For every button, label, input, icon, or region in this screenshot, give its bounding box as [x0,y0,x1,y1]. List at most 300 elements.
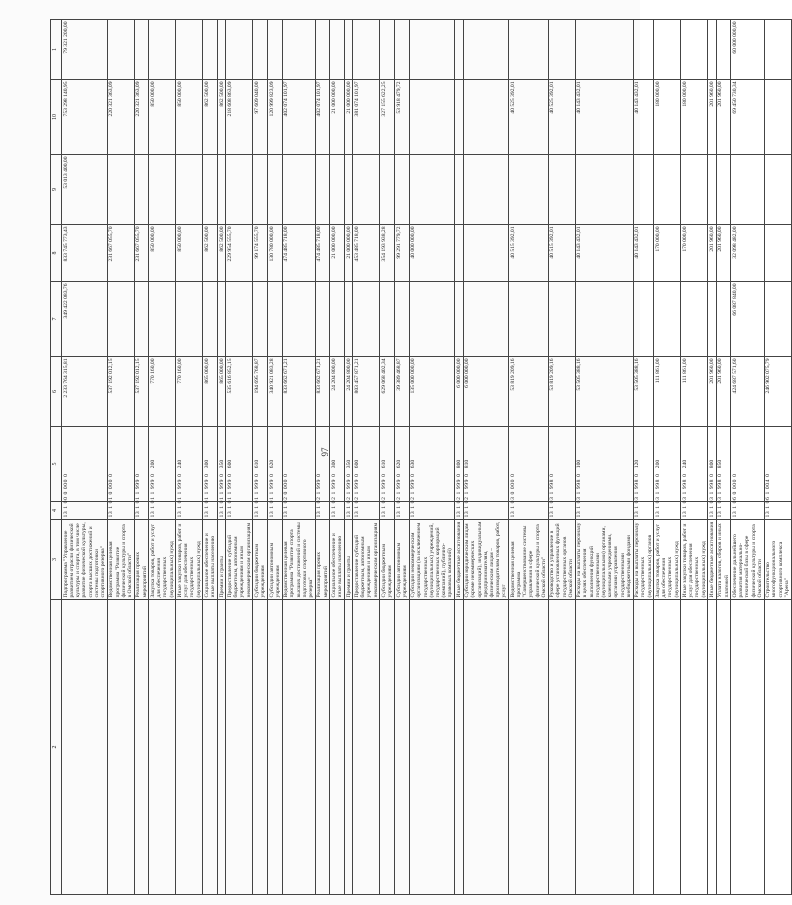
row-name-cell: Иные закупки товаров, работ и услуг для обеспечения государственных (муниципальных) нужд [176,520,203,600]
row-code-cell: 13 1 03 0 000 0 [509,502,548,520]
row-amount-cell: 220 321 363,09 [107,80,134,155]
row-index-cell [509,600,548,895]
table-row [330,20,345,895]
row-index-cell [217,600,225,895]
row-amount-cell [575,155,633,225]
row-amount-cell: 111 861,00 [654,357,681,427]
page-number: 97 [320,447,330,457]
row-amount-cell [176,155,203,225]
header-cell: 3 [51,520,62,600]
row-amount-cell: 381 074 101,97 [353,80,380,155]
row-code-cell: 13 1 01 1 999 0 [218,473,225,518]
row-amount-cell: 60 000 000,00 [731,20,764,80]
row-amount-cell: 220 321 363,09 [134,80,149,155]
row-amount-cell: 40 515 392,01 [548,225,575,282]
table-row [708,20,716,895]
row-name-cell: Строительство многофункционального спортивного комплекса "Арена" [764,520,791,600]
row-amount-cell [764,20,791,80]
row-amount-cell [253,20,268,80]
row-code-cell: 13 1 03 1 998 0 [575,502,633,520]
row-amount-cell: 201 960,00 [716,80,731,155]
row-amount-cell [509,282,548,357]
header-cell: 7 [51,282,62,357]
budget-table [50,19,792,895]
row-amount-cell: 6 000 000,00 [463,357,509,427]
row-amount-cell [409,282,455,357]
row-amount-cell: 865 000,00 [203,357,218,427]
row-name-cell: Субсидии бюджетным учреждениям [380,520,395,600]
row-index-cell [330,600,345,895]
row-amount-cell: 833 662 671,21 [315,357,330,427]
table-row [380,20,395,895]
table-row [226,20,253,895]
row-index-cell [394,600,409,895]
row-index-cell [731,600,764,895]
row-amount-cell [217,20,225,80]
row-name-cell: Социальное обеспечение и иные выплаты населению [203,520,218,600]
row-amount-cell: 862 500,00 [203,80,218,155]
header-cell: 2 [51,600,62,895]
row-amount-cell: 201 960,00 [716,357,731,427]
row-index-cell [134,600,149,895]
row-amount-cell [253,155,268,225]
row-code-cell: 13 1 02 1 999 0 [353,502,380,520]
row-name-cell: Обеспечение дальнейшего развития материально-технической базы в сфере физической культуры и спорта Омской области [731,520,764,600]
header-cell: 9 [51,155,62,225]
table-row [731,20,764,895]
row-vr-cell: 100 [575,427,633,502]
row-amount-cell: 850 000,00 [149,225,176,282]
row-index-cell [344,600,352,895]
row-amount-cell: 833 662 671,21 [282,357,315,427]
row-name-cell: Реализация прочих мероприятий [315,520,330,600]
row-amount-cell [455,20,463,80]
row-index-cell [455,600,463,895]
row-amount-cell: 402 074 101,97 [315,80,330,155]
row-amount-cell [217,282,225,357]
row-amount-cell: 53 819 209,16 [548,357,575,427]
row-amount-cell [633,20,654,80]
row-amount-cell: 21 000 000,00 [344,225,352,282]
table-row [575,20,633,895]
row-name-cell: Расходы на выплаты персоналу государственных (муниципальных) органов [633,520,654,600]
row-amount-cell [455,155,463,225]
row-code-cell: 13 1 06 1 004 0 [764,502,791,520]
table-row [654,20,681,895]
row-amount-cell [394,20,409,80]
row-amount-cell: 79 321 200,00 [62,20,108,80]
table-row [176,20,203,895]
row-amount-cell: 53 505 388,16 [633,357,654,427]
row-index-cell [548,600,575,895]
row-code-cell: 13 1 01 1 999 0 [267,502,282,520]
row-amount-cell [344,155,352,225]
table-row [394,20,409,895]
row-amount-cell [344,20,352,80]
row-amount-cell [716,282,731,357]
row-amount-cell: 537 192 012,15 [107,357,134,427]
row-amount-cell: 201 960,00 [708,225,716,282]
row-amount-cell [380,20,395,80]
table-row [548,20,575,895]
row-amount-cell [764,282,791,357]
row-amount-cell [315,282,330,357]
row-amount-cell [380,282,395,357]
row-amount-cell: 246 902 075,79 [764,357,791,427]
row-amount-cell: 180 000,00 [654,80,681,155]
row-amount-cell: 865 000,00 [217,357,225,427]
row-amount-cell: 53 013 400,00 [62,155,108,225]
row-index-cell [681,600,708,895]
row-vr-cell: 620 [394,427,409,502]
row-code-cell: 13 1 06 0 000 0 [731,502,764,520]
row-index-cell [463,600,509,895]
row-amount-cell: 39 389 468,87 [394,357,409,427]
row-amount-cell: 130 780 000,00 [267,225,282,282]
row-amount-cell: 354 193 938,28 [380,225,395,282]
row-index-cell [380,600,395,895]
row-code-cell: 13 1 02 1 999 0 [345,473,352,518]
row-amount-cell [149,20,176,80]
row-amount-cell: 862 500,00 [203,225,218,282]
row-index-cell [764,600,791,895]
row-index-cell [267,600,282,895]
row-amount-cell: 231 667 055,70 [107,225,134,282]
row-code-cell: 13 1 02 1 999 0 [330,502,345,520]
row-amount-cell: 424 687 571,60 [731,357,764,427]
row-vr-cell: 600 [226,427,253,502]
header-cell: 5 [51,427,62,502]
row-amount-cell: 474 485 718,00 [315,225,330,282]
row-amount-cell [353,155,380,225]
row-amount-cell [267,20,282,80]
row-amount-cell: 629 068 402,34 [380,357,395,427]
row-index-cell [62,600,108,895]
row-amount-cell [681,155,708,225]
row-amount-cell [716,155,731,225]
header-cell: 4 [51,502,62,520]
row-code-cell: 13 1 01 1 999 0 [203,502,218,520]
row-amount-cell [633,155,654,225]
row-amount-cell [654,20,681,80]
row-amount-cell [134,155,149,225]
row-amount-cell [409,80,455,155]
row-amount-cell [267,155,282,225]
row-amount-cell [764,155,791,225]
row-amount-cell: 537 192 012,15 [134,357,149,427]
row-code-cell: 13 1 02 1 999 0 [455,473,462,518]
table-row [344,20,352,895]
row-vr-cell: 850 [716,427,731,502]
header-cell: 6 [51,357,62,427]
table-row [62,20,108,895]
row-amount-cell [654,282,681,357]
row-amount-cell [134,20,149,80]
row-amount-cell [708,155,716,225]
table-body [62,20,791,895]
row-amount-cell [394,155,409,225]
row-amount-cell: 40 525 392,01 [548,80,575,155]
row-name-cell: Субсидии юридическим лицам (кроме некоммерческих организаций), индивидуальным предпринимателям, физическим лицам – производителям товаров, работ, услуг [463,520,509,600]
table-row [463,20,509,895]
row-amount-cell [681,282,708,357]
row-amount-cell: 53 918 479,72 [394,80,409,155]
row-vr-cell: 200 [149,427,176,502]
header-cell: 1 [51,20,62,80]
row-amount-cell: 170 000,00 [681,225,708,282]
row-code-cell: 13 1 02 1 999 0 [394,502,409,520]
row-amount-cell [226,282,253,357]
row-code-cell: 13 1 00 0 000 0 [62,502,108,520]
row-code-cell: 13 1 01 1 999 0 [253,502,268,520]
row-code-cell: 13 1 02 1 999 0 [315,502,330,520]
row-amount-cell [463,282,509,357]
row-amount-cell: 327 155 622,25 [380,80,395,155]
row-index-cell [226,600,253,895]
row-amount-cell [134,282,149,357]
row-amount-cell [226,155,253,225]
row-code-cell: 13 1 02 1 999 0 [409,502,455,520]
row-amount-cell [176,20,203,80]
row-name-cell: Премии и гранты [344,520,352,600]
row-amount-cell [633,282,654,357]
row-name-cell: Субсидии бюджетным учреждениям [253,520,268,600]
row-amount-cell [654,155,681,225]
row-amount-cell: 862 500,00 [217,80,225,155]
row-amount-cell [463,225,509,282]
row-amount-cell: 862 500,00 [217,225,225,282]
table-row [353,20,380,895]
row-vr-cell: 800 [455,427,463,502]
row-index-cell [203,600,218,895]
row-index-cell [149,600,176,895]
row-amount-cell [149,282,176,357]
row-name-cell: Иные бюджетные ассигнования [708,520,716,600]
row-amount-cell [203,282,218,357]
row-vr-cell: 240 [176,427,203,502]
row-amount-cell [548,155,575,225]
row-code-cell: 13 1 02 1 999 0 [463,502,509,520]
row-amount-cell: 229 954 555,70 [226,225,253,282]
table-row [203,20,218,895]
row-amount-cell [344,282,352,357]
row-index-cell [107,600,134,895]
row-code-cell: 13 1 03 1 998 0 [548,502,575,520]
row-amount-cell: 69 450 730,34 [731,80,764,155]
table-row [282,20,315,895]
row-amount-cell: 2 233 764 315,81 [62,357,108,427]
row-name-cell: Предоставление субсидий бюджетным, автономным учреждениям и иным некоммерческим организациям [353,520,380,600]
row-index-cell [708,600,716,895]
row-vr-cell: 300 [330,427,345,502]
row-index-cell [633,600,654,895]
row-amount-cell: 201 960,00 [716,225,731,282]
row-amount-cell: 135 000 000,00 [409,357,455,427]
row-amount-cell [330,20,345,80]
row-amount-cell: 402 074 101,97 [282,80,315,155]
row-amount-cell [203,155,218,225]
row-amount-cell: 40 143 432,01 [575,225,633,282]
row-amount-cell: 833 745 773,43 [62,225,108,282]
row-amount-cell [764,80,791,155]
row-amount-cell [282,155,315,225]
row-amount-cell [253,282,268,357]
row-code-cell: 13 1 03 1 998 0 [633,502,654,520]
row-amount-cell [409,155,455,225]
row-amount-cell [764,225,791,282]
row-vr-cell: 800 [708,427,716,502]
row-amount-cell: 40 525 392,01 [509,80,548,155]
row-amount-cell: 53 819 209,16 [509,357,548,427]
row-amount-cell: 770 160,00 [149,357,176,427]
row-amount-cell [330,282,345,357]
row-amount-cell: 850 000,00 [176,80,203,155]
row-amount-cell: 40 143 432,01 [633,80,654,155]
row-code-cell: 13 1 01 0 000 0 [107,502,134,520]
row-amount-cell: 850 000,00 [176,225,203,282]
row-amount-cell: 170 000,00 [654,225,681,282]
row-vr-cell: 600 [353,427,380,502]
row-code-cell: 13 1 03 1 998 0 [654,502,681,520]
row-amount-cell: 40 000 000,00 [409,225,455,282]
row-name-cell: Расходы на выплаты персоналу в целях обеспечения выполнения функций государственными (муниципальными) органами, казенными учреждениями, органами управления государственными внебюджетными фондами [575,520,633,600]
row-amount-cell: 231 667 055,70 [134,225,149,282]
row-name-cell: Субсидии некоммерческим организациям (за исключением государственных (муниципальных) учреждений, государственных корпораций (компаний), публично-правовых компаний) [409,520,455,600]
header-cell: 10 [51,80,62,155]
row-amount-cell: 340 921 083,28 [267,357,282,427]
row-amount-cell: 21 000 000,00 [330,225,345,282]
row-amount-cell: 21 000 000,00 [330,80,345,155]
row-amount-cell: 24 204 800,00 [330,357,345,427]
row-name-cell: Премии и гранты [217,520,225,600]
row-code-cell: 13 1 01 1 999 0 [134,502,149,520]
table-row [217,20,225,895]
row-name-cell: Субсидии автономным учреждениям [267,520,282,600]
row-amount-cell [463,155,509,225]
row-amount-cell: 803 457 871,21 [353,357,380,427]
row-amount-cell [282,20,315,80]
header-cell: 8 [51,225,62,282]
table-row [315,20,330,895]
row-amount-cell [509,155,548,225]
row-vr-cell: 240 [681,427,708,502]
row-amount-cell: 40 143 432,01 [575,80,633,155]
row-index-cell [315,600,330,895]
row-vr-cell: 630 [409,427,455,502]
row-name-cell: Ведомственная целевая программа "Совершенствование системы управления в сфере физической культуры и спорта Омской области" [509,520,548,600]
row-amount-cell [107,20,134,80]
row-amount-cell [353,282,380,357]
row-amount-cell: 6 000 000,00 [455,357,463,427]
row-amount-cell: 97 609 040,00 [253,80,268,155]
row-amount-cell: 111 861,00 [681,357,708,427]
row-index-cell [654,600,681,895]
table-row [633,20,654,895]
row-amount-cell: 753 298 140,95 [62,80,108,155]
row-amount-cell [548,20,575,80]
row-amount-cell [681,20,708,80]
row-name-cell: Руководство и управление в сфере установленных функций государственных органов Омской области [548,520,575,600]
row-amount-cell [575,20,633,80]
row-amount-cell [149,155,176,225]
row-amount-cell [217,155,225,225]
row-amount-cell: 194 695 768,87 [253,357,268,427]
row-amount-cell [107,155,134,225]
row-amount-cell [203,20,218,80]
row-code-cell: 13 1 01 1 999 0 [149,502,176,520]
row-vr-cell: 120 [633,427,654,502]
row-vr-cell: 350 [344,427,352,502]
row-amount-cell [731,155,764,225]
row-amount-cell: 850 000,00 [149,80,176,155]
row-amount-cell: 32 098 482,00 [731,225,764,282]
row-amount-cell: 218 608 863,09 [226,80,253,155]
row-code-cell: 13 1 01 1 999 0 [226,502,253,520]
rotated-table-wrapper [50,21,790,895]
row-amount-cell: 53 505 388,16 [575,357,633,427]
row-amount-cell [455,225,463,282]
row-index-cell [282,600,315,895]
row-amount-cell [548,282,575,357]
table-row [134,20,149,895]
row-amount-cell: 99 291 779,72 [394,225,409,282]
table-row [509,20,548,895]
row-amount-cell [226,20,253,80]
row-code-cell: 13 1 01 1 999 0 [176,502,203,520]
table-row [267,20,282,895]
row-amount-cell [380,155,395,225]
row-code-cell: 13 1 02 1 999 0 [380,502,395,520]
table-row [149,20,176,895]
row-vr-cell: 200 [654,427,681,502]
row-amount-cell [353,20,380,80]
row-index-cell [716,600,731,895]
row-amount-cell [463,20,509,80]
row-amount-cell: 40 515 392,01 [509,225,548,282]
row-index-cell [353,600,380,895]
row-code-cell: 13 1 03 1 998 0 [681,502,708,520]
row-index-cell [409,600,455,895]
row-amount-cell: 535 616 852,15 [226,357,253,427]
row-amount-cell: 40 143 432,01 [633,225,654,282]
table-row [253,20,268,895]
row-amount-cell [455,282,463,357]
row-name-cell: Закупка товаров, работ и услуг для обеспечения государственных (муниципальных) нужд [149,520,176,600]
table-row [681,20,708,895]
row-amount-cell [716,20,731,80]
row-amount-cell: 770 160,00 [176,357,203,427]
row-amount-cell [315,155,330,225]
row-name-cell: Предоставление субсидий бюджетным, автономным учреждениям и иным некоммерческим организациям [226,520,253,600]
row-amount-cell: 474 485 718,00 [282,225,315,282]
table-row [107,20,134,895]
row-amount-cell [330,155,345,225]
row-name-cell: Ведомственная целевая программа "Развитие физической культуры и спорта в Омской области" [107,520,134,600]
row-amount-cell: 99 174 555,70 [253,225,268,282]
row-amount-cell [267,282,282,357]
row-amount-cell [509,20,548,80]
row-amount-cell [315,20,330,80]
row-amount-cell [708,282,716,357]
row-name-cell: Социальное обеспечение и иные выплаты населению [330,520,345,600]
row-name-cell: Иные закупки товаров, работ и услуг для обеспечения государственных (муниципальных) нужд [681,520,708,600]
row-name-cell: Уплата налогов, сборов и иных платежей [716,520,731,600]
row-name-cell: Реализация прочих мероприятий [134,520,149,600]
row-amount-cell [409,20,455,80]
row-amount-cell [575,282,633,357]
row-amount-cell [708,20,716,80]
row-amount-cell: 120 999 823,09 [267,80,282,155]
